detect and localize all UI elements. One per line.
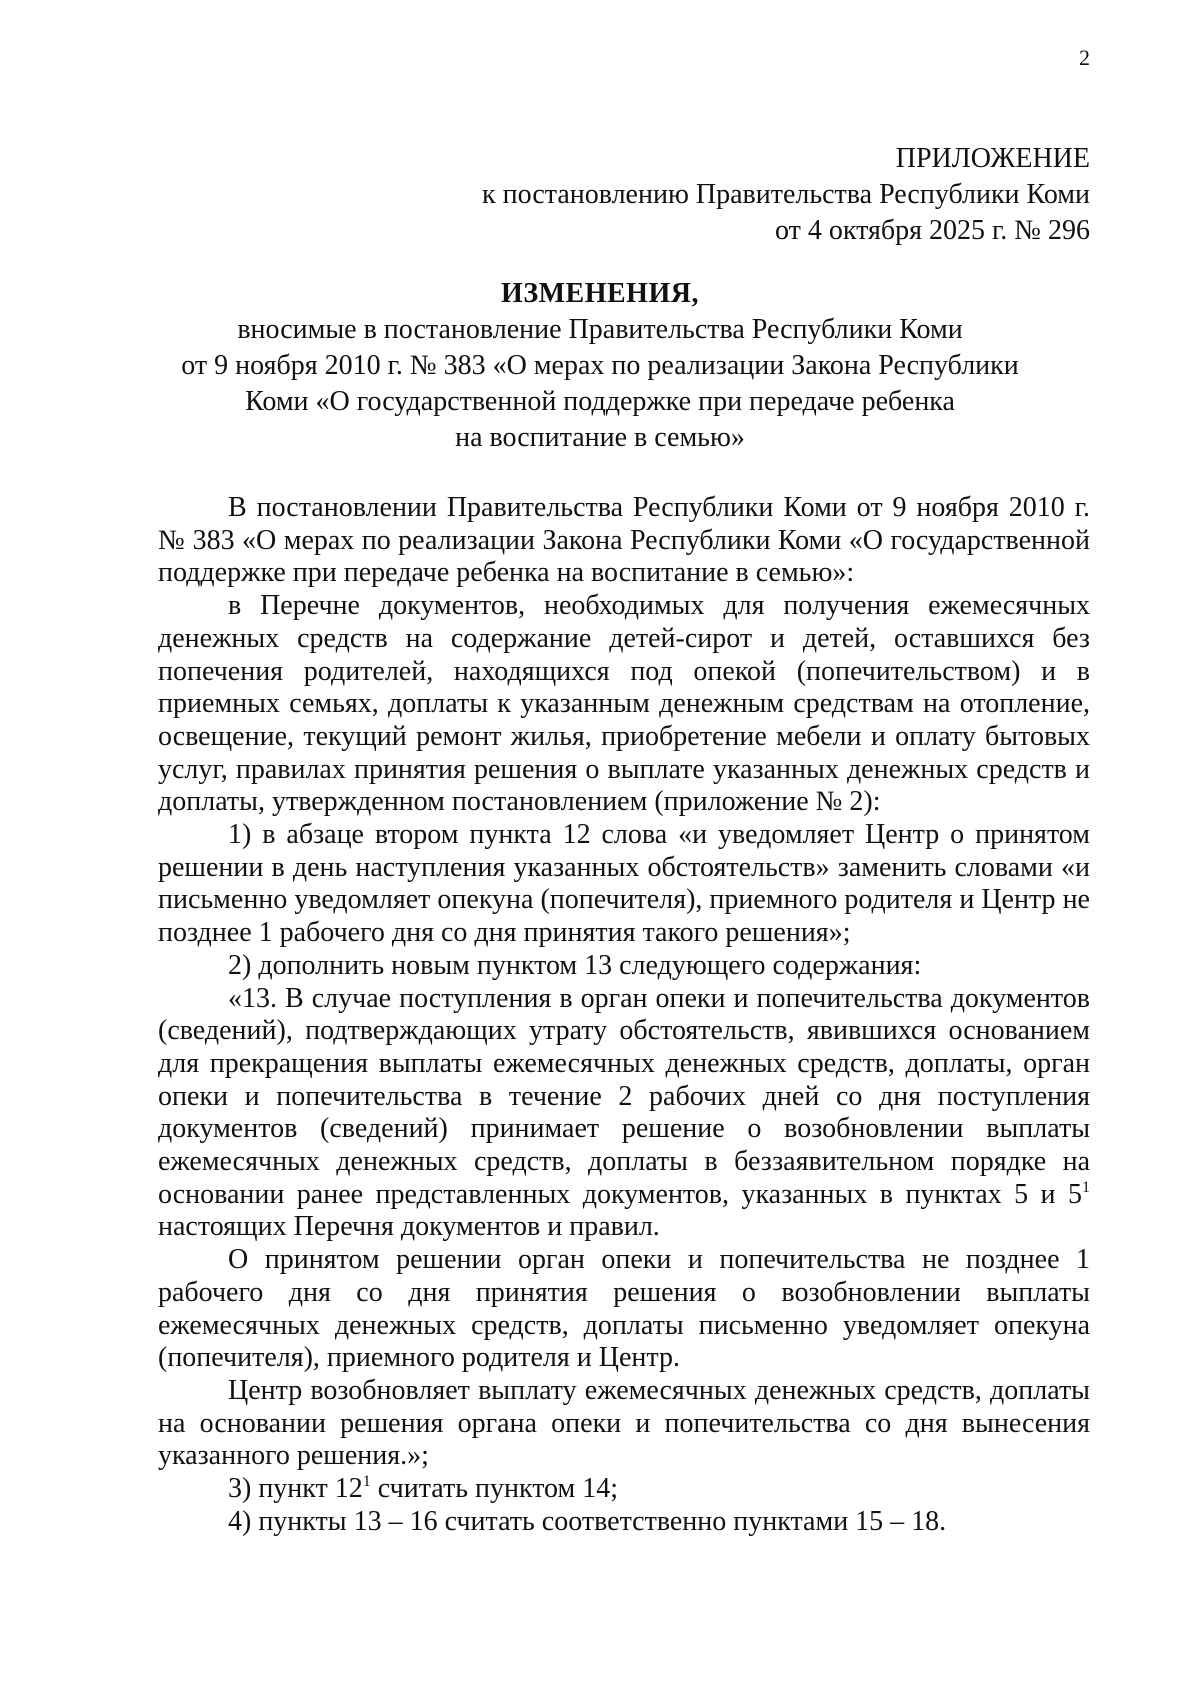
title-line-2: от 9 ноября 2010 г. № 383 «О мерах по реализации Закона Республики [181, 350, 1019, 381]
item-3-text-end: считать пунктом 14; [370, 1473, 619, 1505]
paragraph-point-13 [158, 983, 1090, 1245]
paragraph-list-scope: в Перечне документов, необходимых для получения ежемесячных денежных средств на содержание детей-сирот и детей, оставшихся без попечения родителей, находящихся под опекой (попечительством) и в приемных семьях, доплаты к указанным денежным средствам на отопление, освещение, текущий ремонт жилья, приобретение мебели и оплату бытовых услуг, правилах принятия решения о выплате указанных денежных средств и доплаты, утвержденном постановлением (приложение № 2): [158, 590, 1090, 818]
appendix-reference: к постановлению Правительства Республики Коми [482, 179, 1090, 210]
appendix-label: ПРИЛОЖЕНИЕ [895, 143, 1090, 174]
paragraph-item-4: 4) пункты 13 – 16 считать соответственно пунктами 15 – 18. [228, 1505, 947, 1537]
title-line-1: вносимые в постановление Правительства Республики Коми [237, 314, 963, 345]
paragraph-notification: О принятом решении орган опеки и попечительства не позднее 1 рабочего дня со дня принятия решения о возобновлении выплаты ежемесячных денежных средств, доплаты письменно уведомляет опекуна (попечителя), приемного родителя и Центр. [158, 1244, 1090, 1374]
appendix-header [482, 141, 1090, 249]
point-13-text-end: настоящих Перечня документов и правил. [158, 1211, 660, 1243]
document-title-block [0, 276, 1200, 456]
paragraph-intro: В постановлении Правительства Республики Коми от 9 ноября 2010 г. № 383 «О мерах по реализации Закона Республики Коми «О государственной поддержке при передаче ребенка на воспитание в семью»: [158, 492, 1090, 589]
title-line-3: Коми «О государственной поддержке при передаче ребенка [245, 386, 955, 417]
paragraph-item-1: 1) в абзаце втором пункта 12 слова «и уведомляет Центр о принятом решении в день наступления указанных обстоятельств» заменить словами «и письменно уведомляет опекуна (попечителя), приемного родителя и Центр не позднее 1 рабочего дня со дня принятия такого решения»; [158, 819, 1090, 949]
point-13-text: «13. В случае поступления в орган опеки и попечительства документов (сведений), подтверждающих утрату обстоятельств, явившихся основанием для прекращения выплаты ежемесячных денежных средств, доплаты, орган опеки и попечительства в течение 2 рабочих дней со дня поступления документов (сведений) принимает решение о возобновлении выплаты ежемесячных денежных средств, доплаты в беззаявительном порядке на основании ранее представленных документов, указанных в пунктах 5 и 5 [158, 982, 1090, 1210]
paragraph-item-2: 2) дополнить новым пунктом 13 следующего содержания: [228, 949, 922, 981]
paragraph-item-3 [158, 1473, 1090, 1506]
paragraph-center-resumes: Центр возобновляет выплату ежемесячных денежных средств, доплаты на основании решения органа опеки и попечительства со дня вынесения указанного решения.»; [158, 1374, 1090, 1472]
page-number: 2 [1079, 45, 1090, 70]
title-line-4: на воспитание в семью» [455, 422, 745, 453]
document-heading: ИЗМЕНЕНИЯ, [501, 278, 699, 309]
appendix-date-number: от 4 октября 2025 г. № 296 [774, 215, 1090, 246]
document-body [158, 492, 1090, 1539]
superscript: 1 [362, 1473, 371, 1491]
item-3-text: 3) пункт 12 [228, 1473, 363, 1505]
superscript: 1 [1082, 1178, 1090, 1196]
